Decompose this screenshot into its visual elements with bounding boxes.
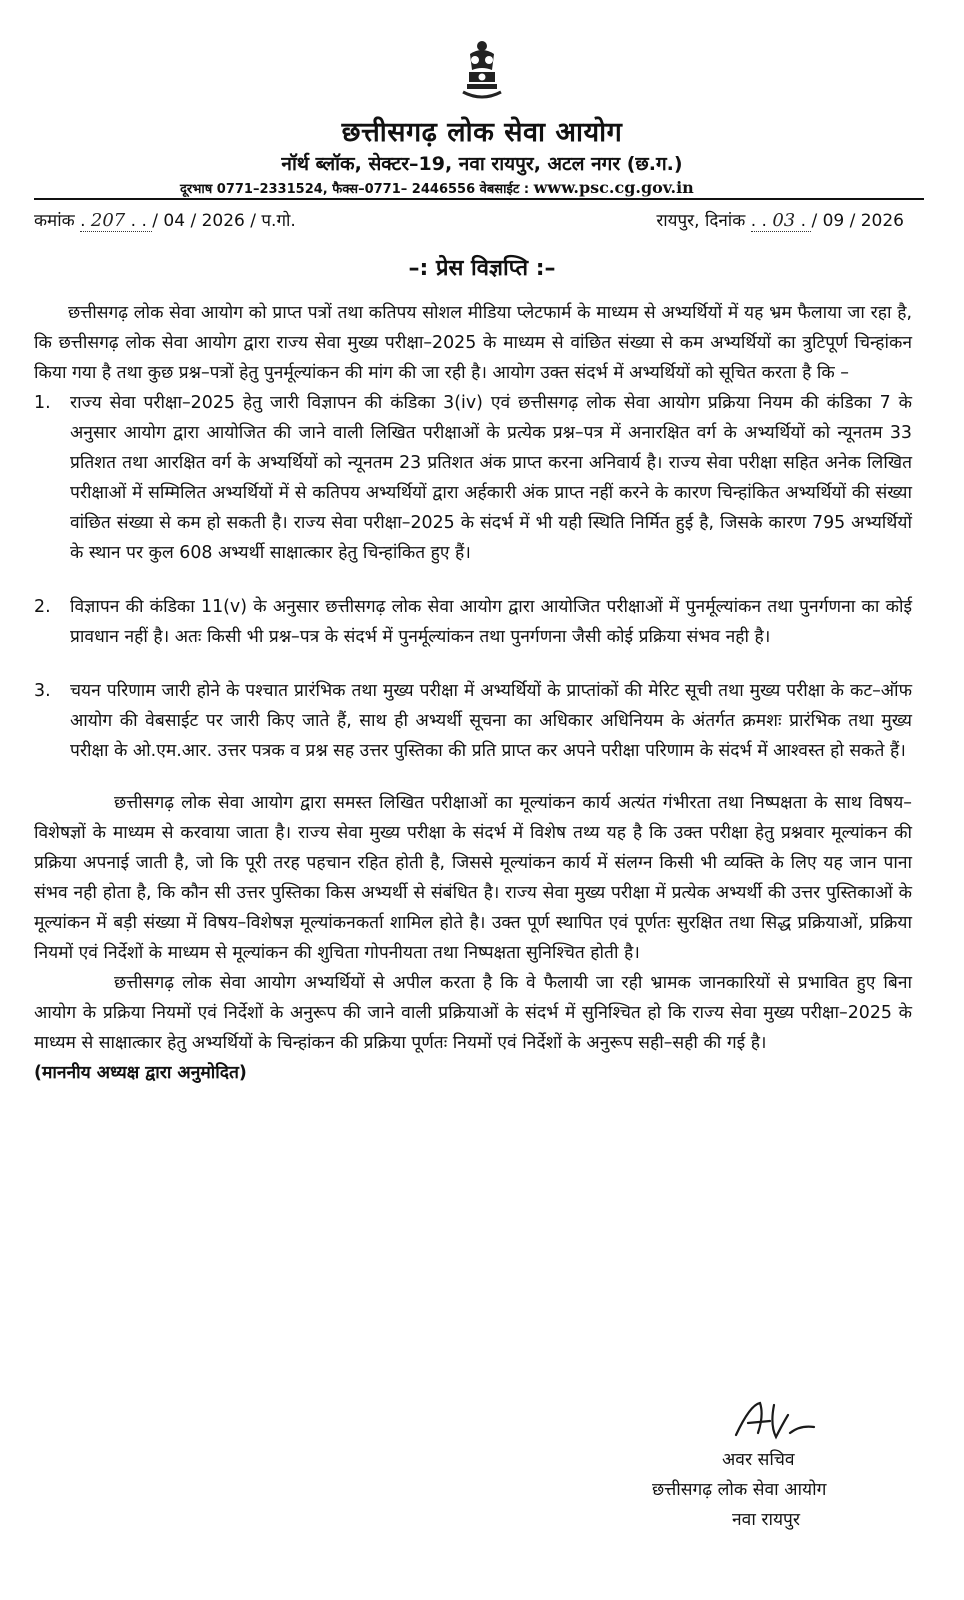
state-emblem-icon <box>455 40 509 106</box>
appeal-paragraph: छत्तीसगढ़ लोक सेवा आयोग अभ्यर्थियों से अपील करता है कि वे फैलायी जा रही भ्रामक जानकारियों से प्रभावित हुए बिना आयोग के प्रक्रिया नियमों एवं निर्देशों के अनुरूप की जाने वाली प्रक्रियाओं के संदर्भ में सुनिश्चित हो कि राज्य सेवा मुख्य परीक्षा–2025 के माध्यम से साक्षात्कार हेतु अभ्यर्थियों के चिन्हांकन की प्रक्रिया पूर्णतः नियमों एवं निर्देशों के अनुरूप सही–सही की गई है। <box>34 973 912 1053</box>
website-label: वेबसाईट : <box>479 182 530 197</box>
signatory-block <box>652 1445 922 1535</box>
reference-number: कमांक . 207 . . / 04 / 2026 / प.गो. <box>34 210 296 231</box>
contact-line <box>180 178 694 197</box>
points-list <box>34 388 912 766</box>
place-date-label: रायपुर, दिनांक <box>656 211 746 231</box>
list-item <box>34 676 912 766</box>
evaluation-paragraph: छत्तीसगढ़ लोक सेवा आयोग द्वारा समस्त लिखित परीक्षाओं का मूल्यांकन कार्य अत्यंत गंभीरता तथा निष्पक्षता के साथ विषय–विशेषज्ञों के माध्यम से करवाया जाता है। राज्य सेवा मुख्य परीक्षा के संदर्भ में विशेष तथ्य यह है कि उक्त परीक्षा हेतु प्रश्नवार मूल्यांकन की प्रक्रिया अपनाई जाती है, जो कि पूरी तरह पहचान रहित होती है, जिससे मूल्यांकन कार्य में संलग्न किसी भी व्यक्ति के लिए यह जान पाना संभव नही होता है, कि कौन सी उत्तर पुस्तिका किस अभ्यर्थी से संबंधित है। राज्य सेवा मुख्य परीक्षा में प्रत्येक अभ्यर्थी की उत्तर पुस्तिकाओं के मूल्यांकन में बड़ी संख्या में विषय–विशेषज्ञ मूल्यांकनकर्ता शामिल होते है। उक्त पूर्ण स्थापित एवं पूर्णतः सुरक्षित तथा सिद्ध प्रक्रियाओं, प्रक्रिया नियमों एवं निर्देशों के माध्यम से मूल्यांकन की शुचिता गोपनीयता तथा निष्पक्षता सुनिश्चित होती है। <box>34 793 912 963</box>
list-item <box>34 592 912 652</box>
list-item-text: राज्य सेवा परीक्षा–2025 हेतु जारी विज्ञापन की कंडिका 3(iv) एवं छत्तीसगढ़ लोक सेवा आयोग प्रक्रिया नियम की कंडिका 7 के अनुसार आयोग द्वारा आयोजित की जाने वाली लिखित परीक्षाओं के प्रत्येक प्रश्न–पत्र में अनारक्षित वर्ग के अभ्यर्थियों को न्यूनतम 33 प्रतिशत तथा आरक्षित वर्ग के अभ्यर्थियों को न्यूनतम 23 प्रतिशत अंक प्राप्त करना अनिवार्य है। राज्य सेवा परीक्षा सहित अनेक लिखित परीक्षाओं में सम्मिलित अभ्यर्थियों में से कतिपय अभ्यर्थियों द्वारा अर्हकारी अंक प्राप्त नहीं करने के कारण चिन्हांकित अभ्यर्थियों की संख्या वांछित संख्या से कम हो सकती है। राज्य सेवा परीक्षा–2025 के संदर्भ में भी यही स्थिति निर्मित हुई है, जिसके कारण 795 अभ्यर्थियों के स्थान पर कुल 608 अभ्यर्थी साक्षात्कार हेतु चिन्हांकित हुए हैं। <box>70 393 912 563</box>
reference-handwritten-number: 207 <box>90 210 126 231</box>
phone-label: दूरभाष <box>180 182 213 197</box>
intro-paragraph: छत्तीसगढ़ लोक सेवा आयोग को प्राप्त पत्रों तथा कतिपय सोशल मीडिया प्लेटफार्म के माध्यम से अभ्यर्थियों में यह भ्रम फैलाया जा रहा है, कि छत्तीसगढ़ लोक सेवा आयोग द्वारा राज्य सेवा मुख्य परीक्षा–2025 के माध्यम से वांछित संख्या से कम अभ्यर्थियों का त्रुटिपूर्ण चिन्हांकन किया गया है तथा कुछ प्रश्न–पत्रों हेतु पुनर्मूल्यांकन की मांग की जा रही है। आयोग उक्त संदर्भ में अभ्यर्थियों को सूचित करता है कि – <box>34 303 912 383</box>
signatory-city: नवा रायपुर <box>732 1510 801 1530</box>
press-release-heading: –: प्रेस विज्ञप्ति :– <box>408 256 556 281</box>
list-item-number: 3. <box>34 681 51 701</box>
fax-label: फैक्स– <box>332 182 365 197</box>
signatory-organization: छत्तीसगढ़ लोक सेवा आयोग <box>652 1480 827 1500</box>
date-handwritten-day: 03 <box>772 210 796 231</box>
signatory-designation: अवर सचिव <box>722 1450 795 1470</box>
fax-number: 0771– 2446556 <box>364 182 476 197</box>
list-item-text: चयन परिणाम जारी होने के पश्चात प्रारंभिक तथा मुख्य परीक्षा में अभ्यर्थियों के प्राप्तांकों की मेरिट सूची तथा मुख्य परीक्षा के कट–ऑफ आयोग की वेबसाईट पर जारी किए जाते हैं, साथ ही अभ्यर्थी सूचना का अधिकार अधिनियम के अंतर्गत क्रमशः प्रारंभिक तथा मुख्य परीक्षा के ओ.एम.आर. उत्तर पत्रक व प्रश्न सह उत्तर पुस्तिका की प्रति प्राप्त कर अपने परीक्षा परिणाम के संदर्भ में आश्वस्त हो सकते हैं। <box>70 681 912 761</box>
handwritten-signature <box>730 1395 820 1445</box>
list-item <box>34 388 912 568</box>
date-suffix: / 09 / 2026 <box>811 211 904 231</box>
approval-note: (माननीय अध्यक्ष द्वारा अनुमोदित) <box>34 1063 247 1083</box>
list-item-number: 2. <box>34 597 51 617</box>
list-item-text: विज्ञापन की कंडिका 11(v) के अनुसार छत्तीसगढ़ लोक सेवा आयोग द्वारा आयोजित परीक्षाओं में पुनर्मूल्यांकन तथा पुनर्गणना का कोई प्रावधान नहीं है। अतः किसी भी प्रश्न–पत्र के संदर्भ में पुनर्मूल्यांकन तथा पुनर्गणना जैसी कोई प्रक्रिया संभव नही है। <box>70 597 912 647</box>
organization-address: नॉर्थ ब्लॉक, सेक्टर–19, नवा रायपुर, अटल नगर (छ.ग.) <box>281 153 683 175</box>
list-item-number: 1. <box>34 393 51 413</box>
reference-suffix: / 04 / 2026 / प.गो. <box>152 211 296 231</box>
organization-title: छत्तीसगढ़ लोक सेवा आयोग <box>341 117 623 148</box>
reference-label: कमांक <box>34 211 75 231</box>
phone-number: 0771–2331524, <box>216 182 328 197</box>
website-link[interactable]: www.psc.cg.gov.in <box>533 178 694 197</box>
place-date: रायपुर, दिनांक . . 03 . / 09 / 2026 <box>656 210 904 231</box>
header-divider <box>34 198 924 200</box>
document-body <box>34 298 912 1088</box>
